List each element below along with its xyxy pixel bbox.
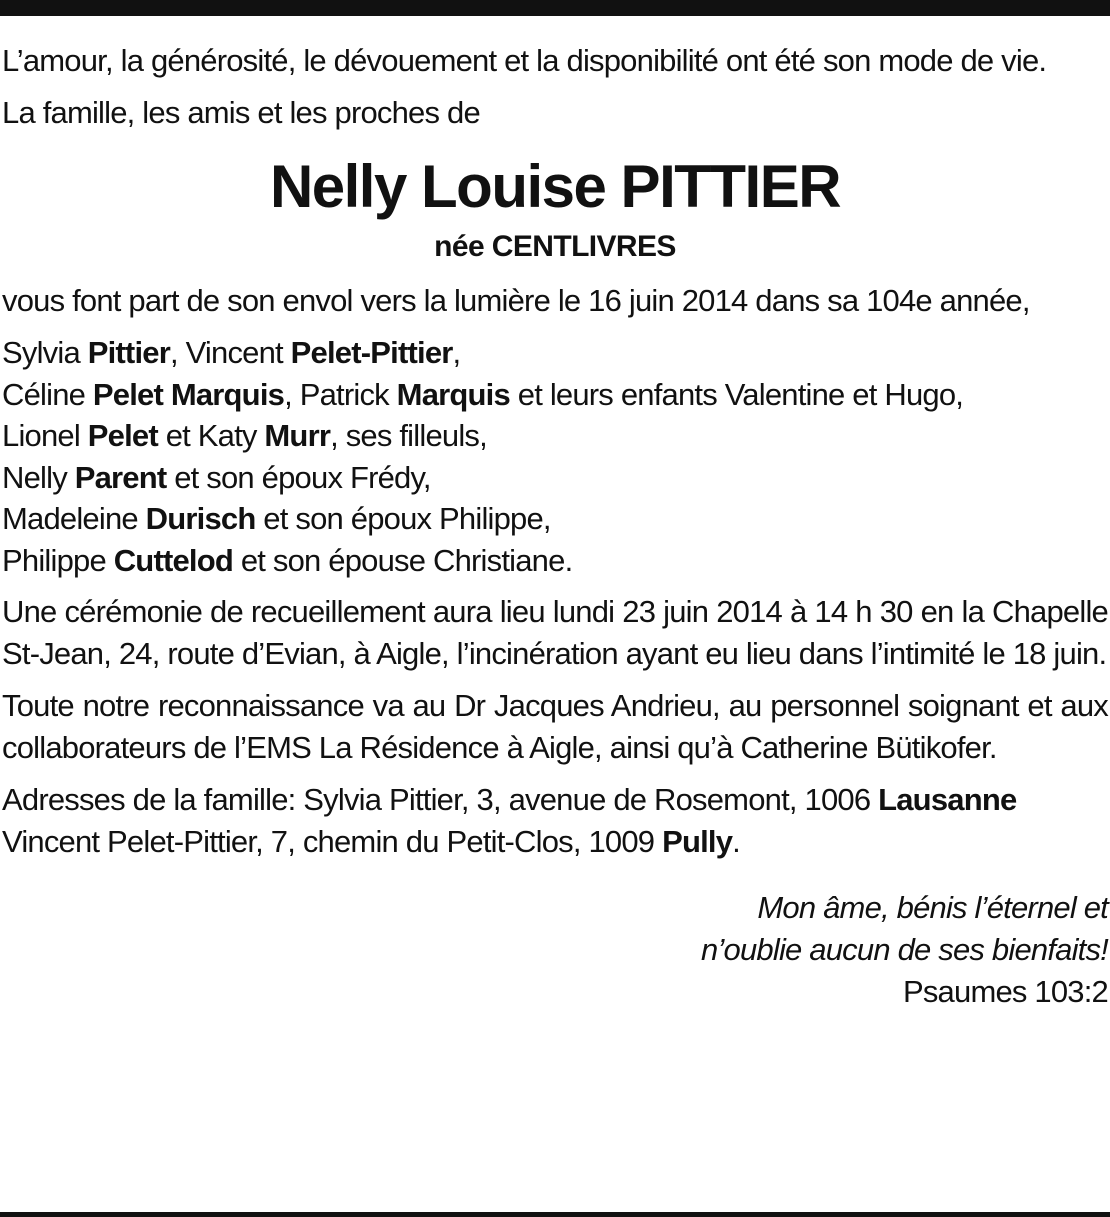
quote-source: Psaumes 103:2 — [902, 974, 1108, 1009]
thanks-text: Toute notre reconnaissance va au Dr Jacques Andrieu, au personnel soignant et aux collaborateurs de l’EMS La Résidence à Aigle, ainsi qu’à Catherine Bütikofer. — [2, 688, 1108, 765]
address-line: Vincent Pelet-Pittier, 7, chemin du Petit-Clos, 1009 Pully. — [2, 824, 740, 859]
relative-line: Lionel Pelet et Katy Murr, ses filleuls, — [2, 418, 487, 453]
address-line: Adresses de la famille: Sylvia Pittier, 3, avenue de Rosemont, 1006 Lausanne — [2, 782, 1017, 817]
relative-line: Philippe Cuttelod et son épouse Christiane. — [2, 542, 573, 578]
ceremony-text: Une cérémonie de recueillement aura lieu lundi 23 juin 2014 à 14 h 30 en la Chapelle St-Jean, 24, route d’Evian, à Aigle, l’incinération ayant eu lieu dans l’intimité le 18 juin. — [2, 594, 1108, 671]
relative-line: Céline Pelet Marquis, Patrick Marquis et leurs enfants Valentine et Hugo, — [2, 376, 964, 412]
relative-line: Sylvia Pittier, Vincent Pelet-Pittier, — [2, 335, 461, 370]
announcement-text: vous font part de son envol vers la lumière le 16 juin 2014 dans sa 104e année, — [2, 283, 1030, 318]
family-addresses — [2, 779, 1108, 863]
maiden-name: née CENTLIVRES — [434, 230, 676, 263]
psalm-quote — [2, 887, 1108, 1013]
family-lead: La famille, les amis et les proches de — [2, 95, 480, 130]
relative-line: Nelly Parent et son époux Frédy, — [2, 459, 431, 495]
quote-line: Mon âme, bénis l’éternel et — [757, 890, 1108, 925]
relative-line: Madeleine Durisch et son époux Philippe, — [2, 501, 551, 536]
bottom-rule — [0, 1212, 1110, 1217]
obituary-notice — [2, 40, 1108, 1013]
top-rule — [0, 0, 1110, 16]
intro-text: L’amour, la générosité, le dévouement et la disponibilité ont été son mode de vie. — [2, 43, 1047, 78]
deceased-name: Nelly Louise PITTIER — [269, 153, 841, 220]
relatives-list — [2, 332, 1108, 581]
quote-line: n’oublie aucun de ses bienfaits! — [701, 932, 1108, 967]
